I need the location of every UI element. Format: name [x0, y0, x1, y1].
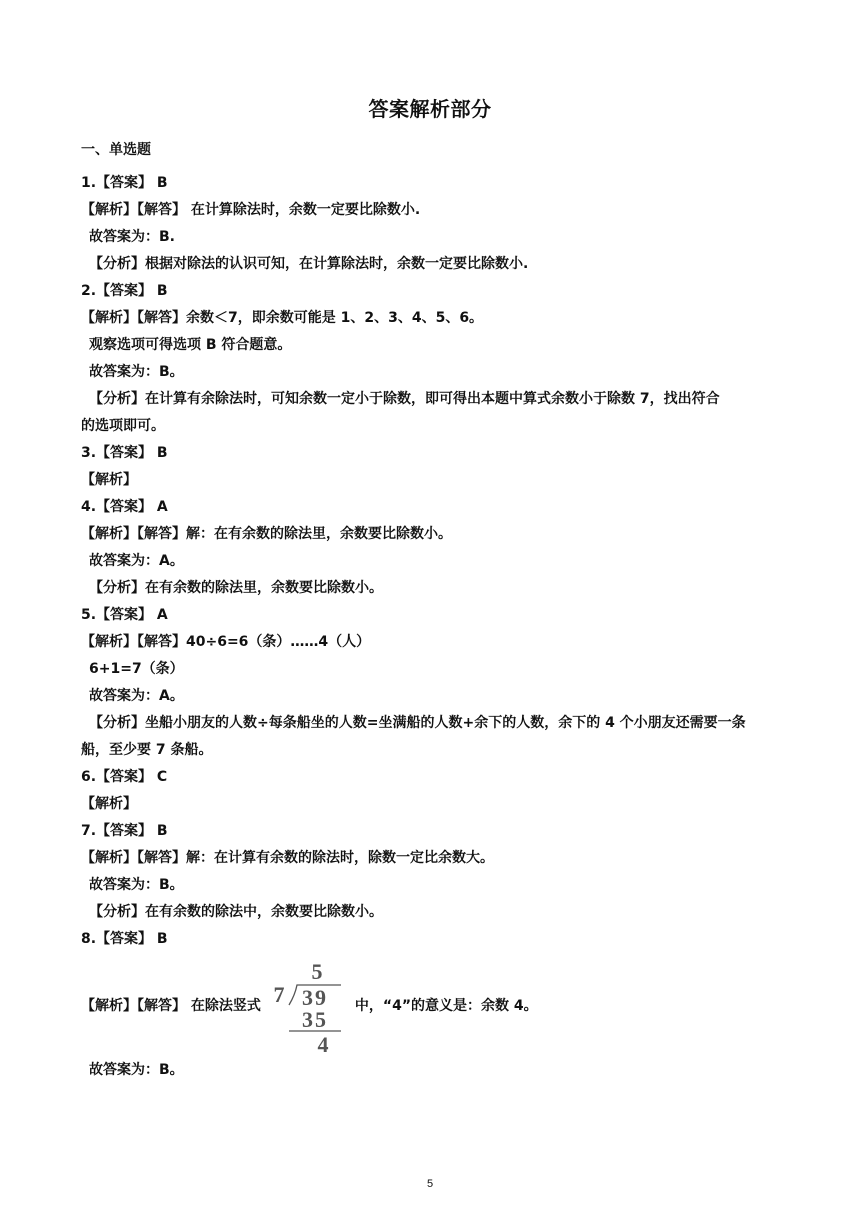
q2-note-line2: 的选项即可。 [81, 418, 165, 434]
q7-note: 【分析】在有余数的除法中，余数要比除数小。 [89, 904, 383, 920]
page-title: 答案解析部分 [368, 97, 492, 121]
division-dividend: 39 [301, 985, 328, 1010]
q6-answer: 6.【答案】 C [81, 769, 168, 785]
q2-note-line1: 【分析】在计算有余除法时，可知余数一定小于除数，即可得出本题中算式余数小于除数 7，找出符合 [89, 391, 720, 407]
q6-analysis: 【解析】 [81, 796, 137, 812]
q4-note: 【分析】在有余数的除法里，余数要比除数小。 [89, 580, 383, 596]
section-heading: 一、单选题 [81, 142, 151, 158]
q3-answer: 3.【答案】 B [81, 445, 168, 461]
q4-analysis: 【解析】【解答】解：在有余数的除法里，余数要比除数小。 [81, 526, 452, 542]
q3-analysis: 【解析】 [81, 472, 137, 488]
q8-analysis-suffix: 中，“4”的意义是：余数 4。 [354, 998, 538, 1014]
page-number: 5 [426, 1178, 434, 1190]
q2-conclusion: 故答案为：B。 [89, 364, 184, 380]
q2-answer: 2.【答案】 B [81, 283, 168, 299]
division-quotient: 5 [311, 959, 323, 984]
q1-answer: 1.【答案】 B [81, 175, 168, 191]
q7-analysis: 【解析】【解答】解：在计算有余数的除法时，除数一定比余数大。 [81, 850, 494, 866]
q8-analysis-prefix: 【解析】【解答】 在除法竖式 [81, 998, 261, 1014]
q5-conclusion: 故答案为：A。 [89, 688, 184, 704]
q2-observe: 观察选项可得选项 B 符合题意。 [89, 337, 292, 353]
division-divisor: 7 [273, 982, 285, 1007]
long-division-figure [271, 957, 343, 1053]
q5-answer: 5.【答案】 A [81, 607, 168, 623]
q1-conclusion: 故答案为：B. [89, 229, 175, 245]
q1-analysis: 【解析】【解答】 在计算除法时，余数一定要比除数小. [81, 202, 421, 218]
q5-note-line2: 船，至少要 7 条船。 [81, 742, 213, 758]
answer-content [81, 138, 781, 1084]
q4-conclusion: 故答案为：A。 [89, 553, 184, 569]
q5-step: 6+1=7（条） [89, 661, 184, 677]
q7-answer: 7.【答案】 B [81, 823, 168, 839]
q4-answer: 4.【答案】 A [81, 499, 168, 515]
q2-analysis: 【解析】【解答】余数＜7，即余数可能是 1、2、3、4、5、6。 [81, 310, 484, 326]
division-remainder: 4 [317, 1032, 329, 1053]
q7-conclusion: 故答案为：B。 [89, 877, 184, 893]
q1-note: 【分析】根据对除法的认识可知，在计算除法时，余数一定要比除数小. [89, 256, 529, 272]
q8-answer: 8.【答案】 B [81, 931, 168, 947]
q8-analysis [81, 953, 781, 1057]
q5-note-line1: 【分析】坐船小朋友的人数÷每条船坐的人数=坐满船的人数+余下的人数，余下的 4 个小朋友还需要一条 [89, 715, 746, 731]
division-product: 35 [301, 1007, 328, 1032]
q8-conclusion: 故答案为：B。 [89, 1062, 184, 1078]
q5-analysis: 【解析】【解答】40÷6=6（条）……4（人） [81, 634, 371, 650]
